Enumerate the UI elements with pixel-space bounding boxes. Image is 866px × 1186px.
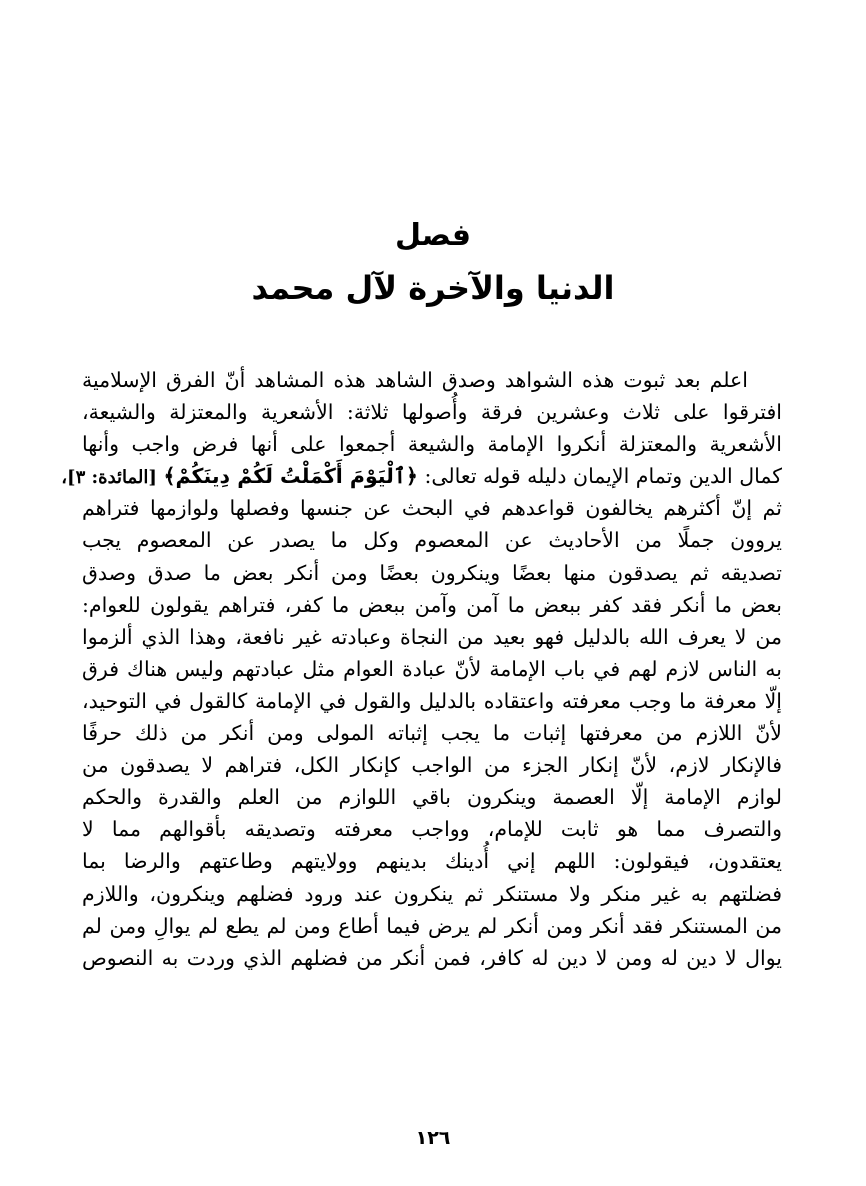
body-line: اعلم بعد ثبوت هذه الشواهد وصدق الشاهد هذه المشاهد أنّ الفرق الإسلامية (82, 368, 748, 392)
body-line: من لا يعرف الله بالدليل فهو بعيد من النجاة وعبادته غير نافعة، وهذا الذي ألزموا (82, 624, 782, 649)
body-line: فالإنكار لازم، لأنّ إنكار الجزء من الواجب كإنكار الكل، فتراهم لا يصدقون من (82, 753, 782, 778)
body-line: به الناس لازم لهم في باب الإمامة لأنّ عبادة العوام مثل عبادتهم وليس هناك فرق (82, 656, 782, 681)
body-line: والتصرف مما هو ثابت للإمام، وواجب معرفته وتصديقه بأقوالهم مما لا (82, 817, 782, 842)
chapter-title: الدنيا والآخرة لآل محمد (251, 269, 615, 307)
quran-verse: ﴿ٱلْيَوْمَ أَكْمَلْتُ لَكُمْ دِينَكُمْ﴾ (163, 464, 418, 489)
body-line: يعتقدون، فيقولون: اللهم إني أُدينك بدينهم وولايتهم وطاعتهم والرضا بما (82, 849, 782, 874)
body-line: يوال لا دين له ومن لا دين له كافر، فمن أنكر من فضلهم الذي وردت به النصوص (82, 945, 782, 970)
body-paragraph (61, 364, 782, 974)
body-line: لأنّ اللازم من معرفتها إثبات ما يجب إثباته المولى ومن أنكر من ذلك حرفًا (82, 721, 782, 746)
body-line: بعض ما أنكر فقد كفر ببعض ما آمن وآمن ببعض ما كفر، فتراهم يقولون للعوام: (82, 592, 782, 617)
body-line: تصديقه ثم يصدقون منها بعضًا وينكرون بعضًا ومن أنكر بعض ما صدق وصدق (82, 560, 782, 585)
body-line-text: كمال الدين وتمام الإيمان دليله قوله تعالى: (424, 464, 782, 489)
body-line: إلّا معرفة ما وجب معرفته واعتقاده بالدليل والقول في الإمامة كالقول في التوحيد، (82, 688, 782, 713)
body-line: افترقوا على ثلاث وعشرين فرقة وأُصولها ثلاثة: الأشعرية والمعتزلة والشيعة، (82, 400, 782, 425)
verse-reference: [المائدة: ٣]، (61, 467, 157, 489)
page-number: ١٢٦ (415, 1127, 451, 1149)
body-line: يروون جملًا من الأحاديث عن المعصوم وكل ما يصدر عن المعصوم يجب (82, 528, 782, 553)
body-line: فضلتهم به غير منكر ولا مستنكر ثم ينكرون عند ورود فضلهم وينكرون، واللازم (82, 881, 782, 906)
body-line: لوازم الإمامة إلّا العصمة وينكرون باقي اللوازم من العلم والقدرة والحكم (82, 785, 782, 810)
body-line: ثم إنّ أكثرهم يخالفون قواعدهم في البحث عن جنسها وفصلها ولوازمها فتراهم (82, 496, 782, 521)
body-line: الأشعرية والمعتزلة أنكروا الإمامة والشيعة أجمعوا على أنها فرض واجب وأنها (82, 432, 782, 457)
body-line: من المستنكر فقد أنكر ومن أنكر لم يرض فيما أطاع ومن لم يطع لم يوالِ ومن لم (82, 913, 782, 938)
chapter-label: فصل (395, 218, 471, 253)
body-line-with-verse (61, 460, 782, 492)
